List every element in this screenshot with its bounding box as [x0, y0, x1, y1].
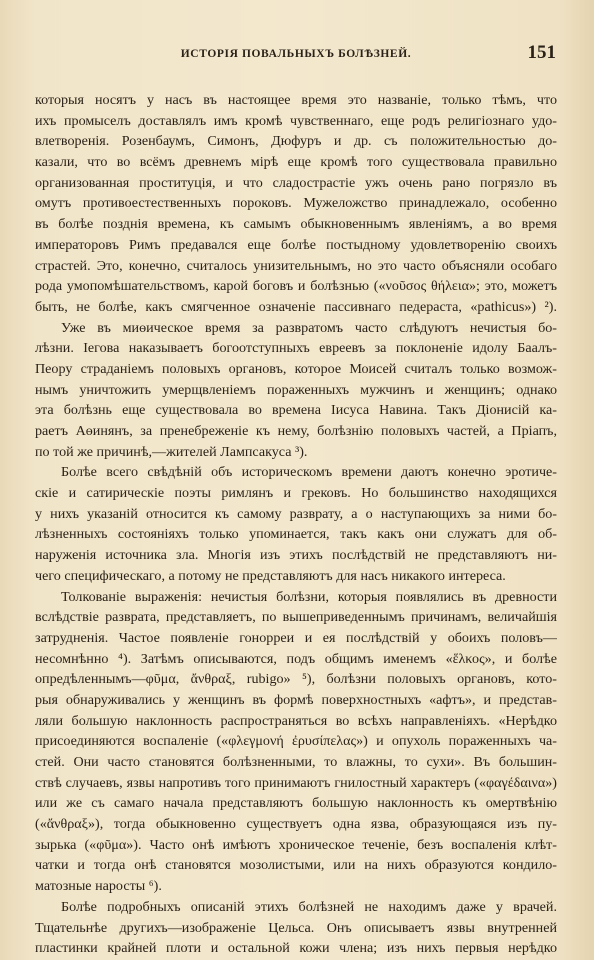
body-text	[35, 90, 557, 959]
text-line: или же съ самаго начала представляютъ большую наклонность къ омертвѣнію	[35, 795, 557, 812]
text-line: организованная проституція, и что сладострастіе ужъ очень рано погрязло въ	[35, 174, 557, 191]
text-line: ляли большую наклонность распространяться во всѣхъ направленіяхъ. «Нерѣдко	[35, 712, 557, 729]
paragraph-start-line: Болѣе подробныхъ описаній этихъ болѣзней не находимъ даже у врачей.	[61, 898, 557, 915]
paragraph-start-line: Уже въ миѳическое время за развратомъ часто слѣдуютъ нечистыя бо-	[61, 319, 557, 336]
paragraph-start-line: Болѣе всего свѣдѣній объ историческомъ времени даютъ конечно эротиче-	[61, 464, 557, 481]
text-line: лѣзненныхъ состояніяхъ только упоминается, такъ какъ они служатъ для об-	[35, 526, 557, 543]
text-line: («ἄνθραξ»), тогда обыкновенно существуетъ одна язва, образующаяся изъ пу-	[35, 816, 557, 833]
text-line: скіе и сатирическіе поэты римлянъ и грековъ. Но большинство находящихся	[35, 485, 557, 502]
text-line: страстей. Это, конечно, считалось унизительнымъ, но это часто объясняли особаго	[35, 257, 557, 274]
text-line: казали, что во всёмъ древнемъ мірѣ еще кромѣ того существовала правильно	[35, 154, 557, 171]
text-line: императоровъ Римъ предавался еще болѣе постыдному удовлетворенію своихъ	[35, 236, 557, 253]
text-line: рыя обнаруживались у женщинъ въ формѣ поверхностныхъ «афтъ», и представ-	[35, 691, 557, 708]
text-line: ихъ промыселъ доставлялъ имъ кромѣ чувственнаго, еще родъ религіознаго удо-	[35, 112, 557, 129]
text-line: раетъ Аѳинянъ, за пренебреженіе къ нему, болѣзнію половыхъ частей, а Пріапъ,	[35, 423, 557, 439]
text-line: присоединяются воспаленіе («φλεγμονή ἐρυσίπελας») и опухоль пораженныхъ ча-	[35, 733, 557, 750]
page-header	[36, 44, 556, 66]
text-line: затрудненія. Частое появленіе гонорреи и ея послѣдствій у обоихъ половъ—	[35, 629, 557, 646]
text-line: въ болѣе позднія времена, къ самымъ обыкновеннымъ явленіямъ, а во время	[35, 216, 557, 233]
text-line: ствѣ случаевъ, язвы напротивъ того принимаютъ гнилостный характеръ («φαγέδαινα»)	[35, 774, 557, 791]
paragraph-end-line: матозные наросты ⁶).	[35, 878, 162, 895]
text-line: опредѣленнымъ—φῦμα, ἄνθραξ, rubigo» ⁵), болѣзни половыхъ органовъ, кото-	[35, 671, 557, 688]
text-line: нымъ уничтожить умерщвленіемъ пораженныхъ мужчинъ и женщинъ; однако	[35, 381, 557, 398]
text-line: стей. Они часто становятся болѣзненными, то влажны, то сухи». Въ большин-	[35, 754, 557, 770]
text-line: наруженія источника зла. Многія изъ этихъ послѣдствій не представляютъ ни-	[35, 547, 557, 564]
text-line: эта болѣзнь еще существовала во времена Іисуса Навина. Такъ Діонисій ка-	[35, 402, 557, 419]
text-line: чатки и тогда онѣ становятся мозолистыми, или на нихъ образуются кондило-	[35, 857, 557, 874]
text-line: которыя носятъ у насъ въ настоящее время это названіе, только тѣмъ, что	[35, 92, 557, 108]
running-head: ИСТОРІЯ ПОВАЛЬНЫХЪ БОЛѢЗНЕЙ.	[180, 48, 412, 60]
text-line: у нихъ указаній относится къ самому разврату, а о наступающихъ за ними бо-	[35, 505, 557, 522]
paragraph-end-line: чего специфическаго, а потому не представляютъ для насъ никакого интереса.	[35, 567, 506, 584]
text-line: Тщательнѣе другихъ—изображеніе Цельса. Онъ описываетъ язвы внутренней	[35, 919, 557, 936]
text-line: пластинки крайней плоти и остальной кожи члена; изъ нихъ первыя нерѣдко	[35, 940, 557, 957]
text-line: влетворенія. Розенбаумъ, Симонъ, Дюфуръ и др. съ положительностью до-	[35, 133, 557, 150]
paragraph-start-line: Толкованіе выраженія: нечистыя болѣзни, которыя появлялись въ древности	[61, 588, 557, 605]
text-line: рода умопомѣшательствомъ, карой боговъ и болѣзнью («νοῦσος θήλεια»; это, можетъ	[35, 278, 557, 295]
text-line: Пеору страданіемъ половыхъ органовъ, которое Моисей считалъ только возмож-	[35, 360, 557, 377]
page-number: 151	[527, 42, 556, 63]
text-line: лѣзни. Іегова наказываетъ богоотступныхъ евреевъ за поклоненіе идолу Баалъ-	[35, 340, 557, 357]
text-line: зырька («φῦμα»). Часто онѣ имѣютъ хроническое теченіе, безъ воспаленія клѣт-	[35, 836, 557, 853]
text-line: несомнѣнно ⁴). Затѣмъ описываются, подъ общимъ именемъ «ἕλκος», и болѣе	[35, 650, 557, 667]
text-line: вслѣдствіе разврата, представляетъ, по вышеприведеннымъ причинамъ, величайшія	[35, 609, 557, 626]
text-line: омутъ противоестественныхъ пороковъ. Мужеложство принадлежало, особенно	[35, 195, 557, 212]
text-line: быть, не болѣе, какъ смягченное означеніе пассивнаго педераста, «pathicus») ²).	[35, 298, 557, 315]
paragraph-end-line: по той же причинѣ,—жителей Лампсакуса ³).	[35, 443, 308, 460]
